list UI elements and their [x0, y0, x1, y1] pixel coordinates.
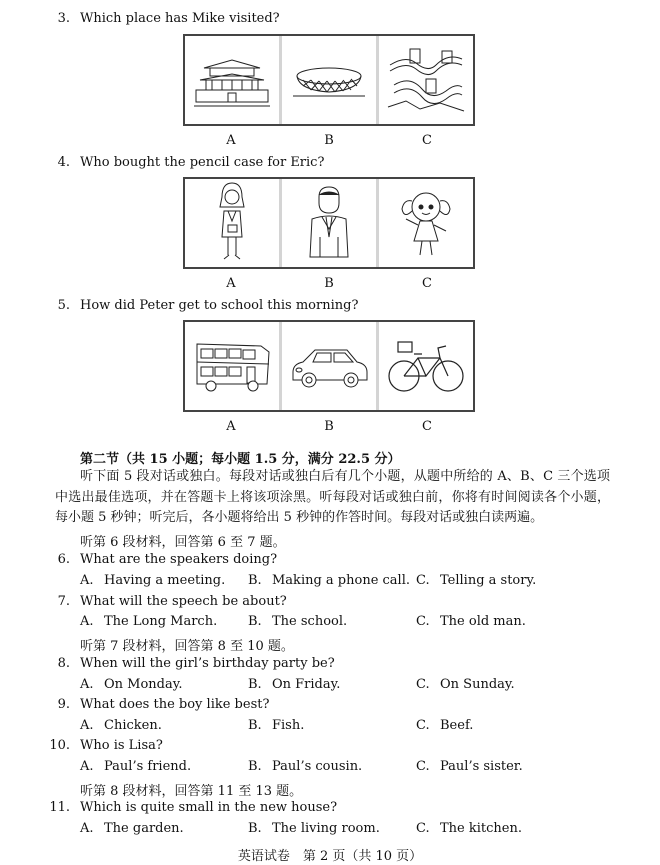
question-number: 7. — [57, 594, 70, 609]
option-label: B — [324, 419, 334, 434]
option-text: On Friday. — [272, 677, 341, 692]
question-text: How did Peter get to school this morning? — [80, 298, 359, 313]
question-number: 4. — [57, 155, 70, 170]
option-letter: B. — [248, 821, 262, 836]
question-text: When will the girl’s birthday party be? — [80, 656, 335, 671]
option-text: The living room. — [272, 821, 380, 836]
option-text: Paul’s cousin. — [272, 759, 363, 774]
section-instructions: 听下面 5 段对话或独白。每段对话或独白后有几个小题，从题中所给的 A、B、C 三个选项中选出最佳选项，并在答题卡上将该项涂黑。听每段对话或独白前，你将有时间阅读各个小题，每小题 5 秒钟；听完后，各小题将给出 5 秒钟的作答时间。每段对话或独白读两遍。 — [55, 469, 610, 525]
option-text: Paul’s friend. — [104, 759, 192, 774]
question-text: Who is Lisa? — [80, 738, 163, 753]
question-text: What does the boy like best? — [80, 697, 270, 712]
option-text: The old man. — [440, 614, 526, 629]
option-letter: A. — [80, 614, 94, 629]
question-number: 3. — [57, 11, 70, 26]
option-text: The school. — [272, 614, 348, 629]
option-letter: B. — [248, 573, 262, 588]
question-number: 5. — [57, 298, 70, 313]
option-label: C — [422, 276, 432, 291]
option-letter: C. — [416, 718, 430, 733]
option-letter: B. — [248, 677, 262, 692]
page-footer: 英语试卷 第 2 页（共 10 页） — [237, 849, 423, 864]
great-wall-image — [379, 36, 473, 124]
option-text: Making a phone call. — [272, 573, 411, 588]
option-text: Telling a story. — [440, 573, 537, 588]
question-number: 8. — [57, 656, 70, 671]
material-note: 听第 6 段材料，回答第 6 至 7 题。 — [80, 535, 286, 550]
option-letter: C. — [416, 677, 430, 692]
girl-image — [379, 179, 473, 267]
tiananmen-image — [185, 36, 279, 124]
option-text: The garden. — [104, 821, 184, 836]
option-text: Beef. — [440, 718, 474, 733]
option-letter: C. — [416, 614, 430, 629]
option-letter: B. — [248, 759, 262, 774]
question-number: 10. — [49, 738, 70, 753]
option-label: A — [226, 133, 236, 148]
option-letter: A. — [80, 759, 94, 774]
question-text: Who bought the pencil case for Eric? — [80, 155, 325, 170]
option-letter: A. — [80, 573, 94, 588]
car-image — [282, 322, 376, 410]
option-letter: A. — [80, 821, 94, 836]
option-letter: C. — [416, 821, 430, 836]
option-letter: A. — [80, 718, 94, 733]
bicycle-image — [379, 322, 473, 410]
bus-image — [185, 322, 279, 410]
option-text: Having a meeting. — [104, 573, 226, 588]
option-label: B — [324, 133, 334, 148]
option-text: The Long March. — [104, 614, 218, 629]
option-label: C — [422, 419, 432, 434]
question-text: What are the speakers doing? — [80, 552, 278, 567]
question-number: 11. — [49, 800, 70, 815]
question-text: Which place has Mike visited? — [80, 11, 280, 26]
material-note: 听第 7 段材料，回答第 8 至 10 题。 — [80, 639, 294, 654]
option-label: A — [226, 276, 236, 291]
option-letter: B. — [248, 614, 262, 629]
section-heading: 第二节（共 15 小题；每小题 1.5 分，满分 22.5 分） — [80, 452, 401, 467]
birds-nest-stadium-image — [282, 36, 376, 124]
picture-options-q3 — [183, 34, 475, 126]
question-number: 6. — [57, 552, 70, 567]
option-label: A — [226, 419, 236, 434]
picture-options-q5 — [183, 320, 475, 412]
option-text: On Sunday. — [440, 677, 515, 692]
option-letter: B. — [248, 718, 262, 733]
option-letter: C. — [416, 759, 430, 774]
woman-image — [185, 179, 279, 267]
option-text: Fish. — [272, 718, 305, 733]
material-note: 听第 8 段材料，回答第 11 至 13 题。 — [80, 784, 303, 799]
option-text: On Monday. — [104, 677, 183, 692]
picture-options-q4 — [183, 177, 475, 269]
option-text: Chicken. — [104, 718, 162, 733]
option-label: B — [324, 276, 334, 291]
option-text: Paul’s sister. — [440, 759, 523, 774]
question-text: Which is quite small in the new house? — [80, 800, 338, 815]
option-text: The kitchen. — [440, 821, 522, 836]
option-letter: C. — [416, 573, 430, 588]
man-in-suit-image — [282, 179, 376, 267]
question-text: What will the speech be about? — [80, 594, 287, 609]
question-number: 9. — [57, 697, 70, 712]
option-label: C — [422, 133, 432, 148]
option-letter: A. — [80, 677, 94, 692]
